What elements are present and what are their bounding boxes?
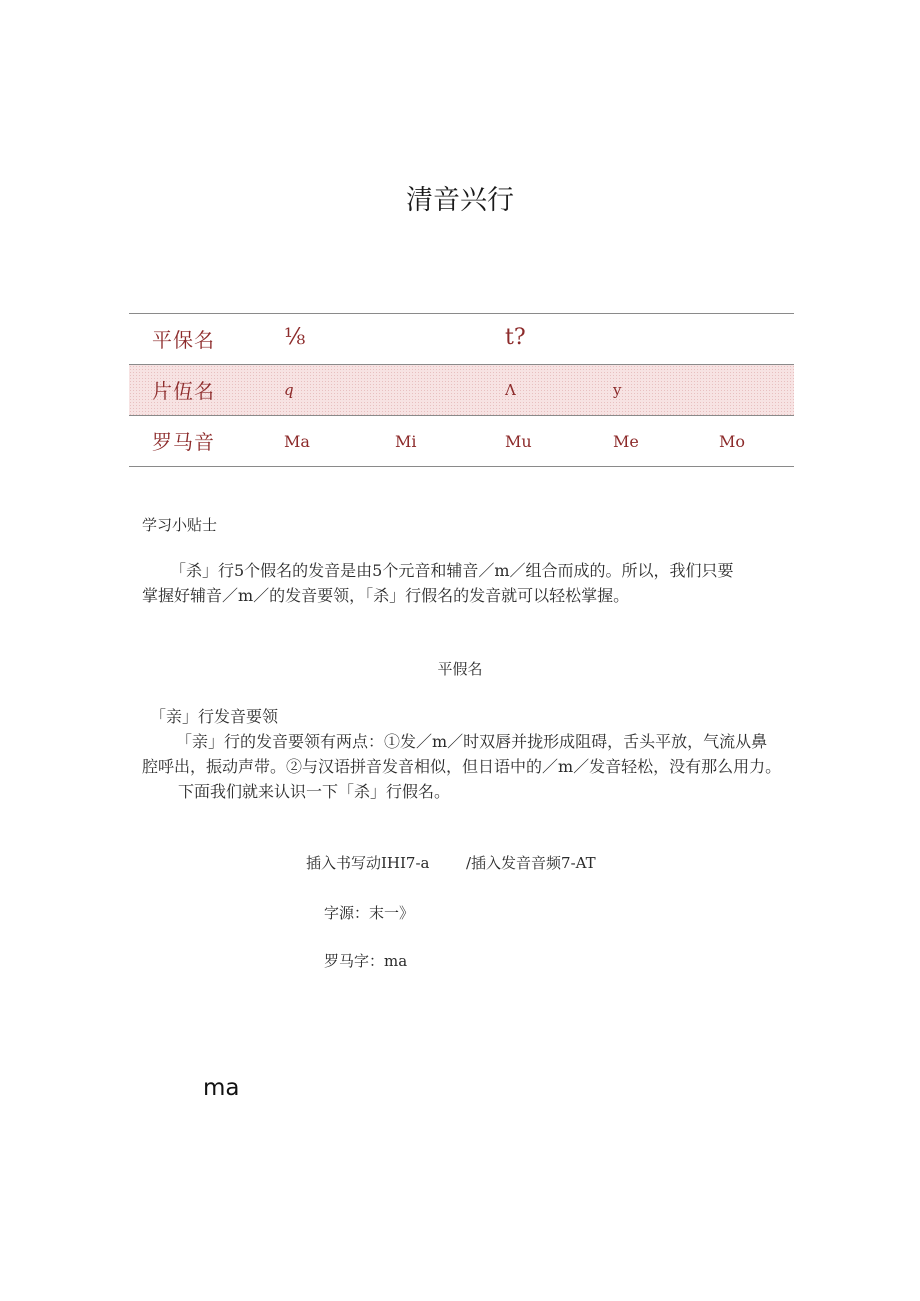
- insert-audio: /插入发音音频7-AT: [466, 854, 596, 872]
- row-label-hiragana: 平保名: [152, 328, 215, 352]
- luo-ma-zi: 罗马字：ma: [324, 952, 408, 970]
- pronunciation-line-1: 「亲」行的发音要领有两点：①发／m／时双唇并拢形成阻碍，舌头平放，气流从鼻: [176, 732, 768, 751]
- table-cell: Mo: [719, 432, 746, 451]
- zi-yuan: 字源：末一》: [324, 904, 415, 922]
- table-row-romaji: [129, 415, 794, 467]
- table-cell: Me: [613, 432, 639, 451]
- pronunciation-heading: 「亲」行发音要领: [150, 707, 279, 726]
- pronunciation-line-3: 下面我们就来认识一下「杀」行假名。: [178, 782, 451, 801]
- table-cell: y: [613, 381, 622, 399]
- table-cell: q: [284, 381, 294, 399]
- row-label-katakana: 片仾名: [152, 379, 215, 403]
- table-cell: Mi: [395, 432, 417, 451]
- page-title: 清音兴行: [406, 185, 514, 216]
- insert-writing-animation: 插入书写动IHI7-a: [306, 854, 430, 872]
- section-title: 平假名: [437, 660, 483, 678]
- table-cell: Ma: [284, 432, 310, 451]
- tips-line-2: 掌握好辅音／m／的发音要领，「杀」行假名的发音就可以轻松掌握。: [142, 586, 630, 605]
- row-label-romaji: 罗马音: [152, 430, 215, 454]
- tips-heading: 学习小贴士: [142, 516, 218, 534]
- big-kana-romaji: ma: [203, 1075, 240, 1101]
- table-row-hiragana: [129, 313, 794, 364]
- table-cell: t?: [505, 325, 526, 350]
- table-row-katakana: [129, 364, 794, 415]
- table-cell: ⅛: [284, 325, 306, 350]
- pronunciation-line-2: 腔呼出，振动声带。②与汉语拼音发音相似，但日语中的／m／发音轻松，没有那么用力。: [142, 757, 782, 776]
- table-cell: Mu: [505, 432, 532, 451]
- kana-table: [129, 313, 794, 467]
- tips-line-1: 「杀」行5个假名的发音是由5个元音和辅音／m／组合而成的。所以，我们只要: [170, 561, 734, 580]
- table-cell: Λ: [505, 381, 516, 399]
